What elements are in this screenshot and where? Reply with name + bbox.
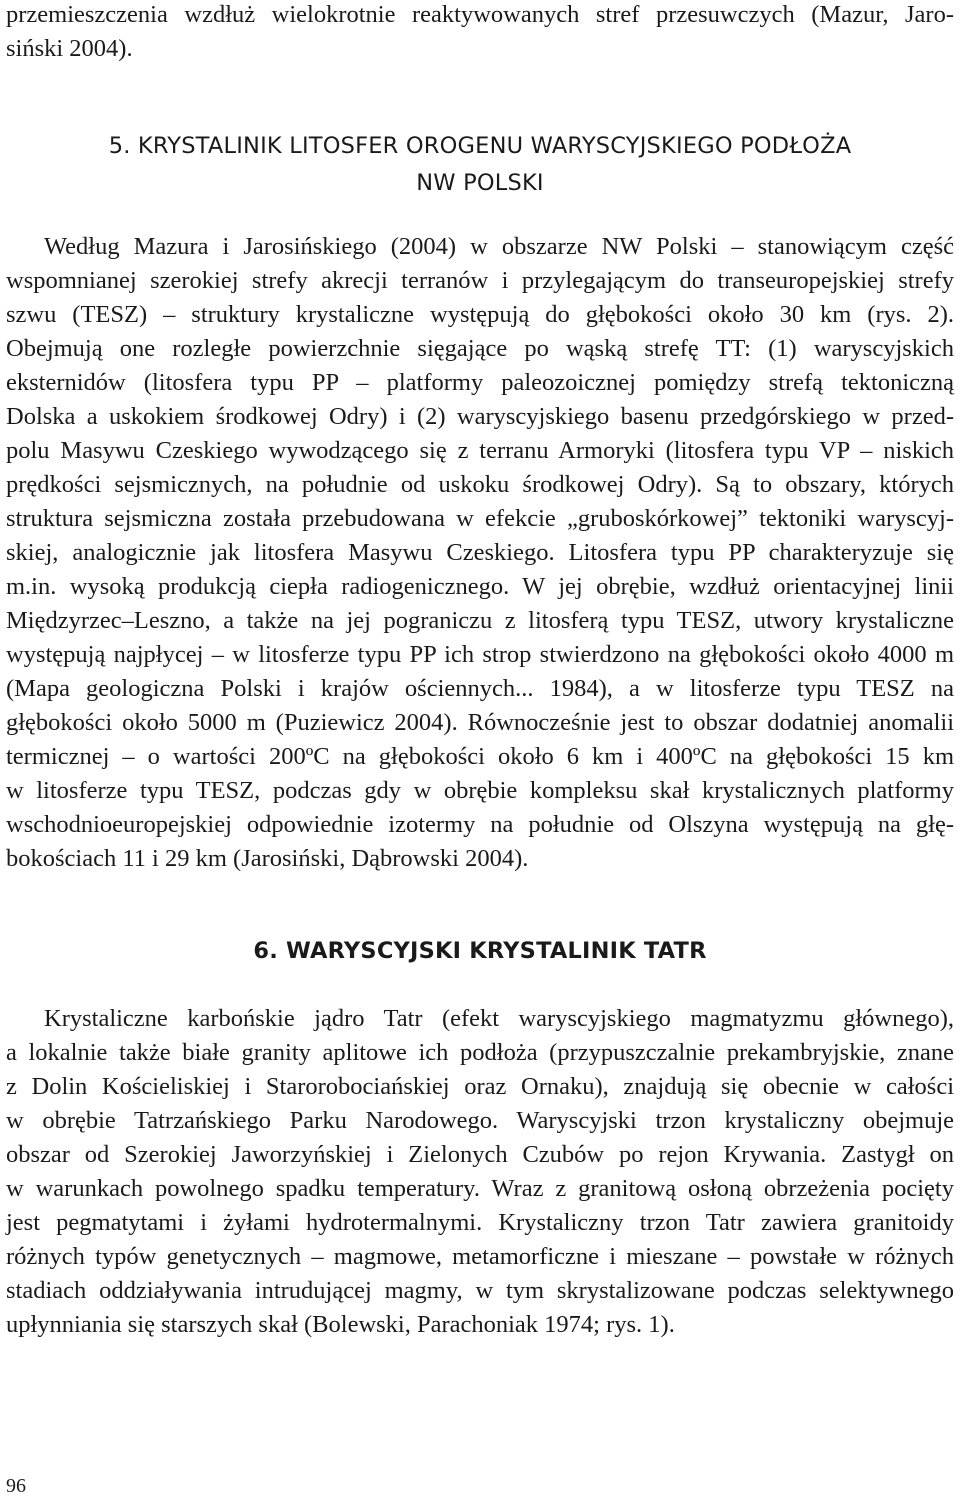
text-line: stadiach oddziaływania intrudującej magmy, w tym skrystalizowane podczas selektywnego	[6, 1277, 954, 1304]
text-line: obszar od Szerokiej Jaworzyńskiej i Zielonych Czubów po rejon Krywania. Zastygł on	[6, 1141, 954, 1168]
text-line: a lokalnie także białe granity aplitowe ich podłoża (przypuszczalnie prekambryjskie, znane	[6, 1039, 954, 1066]
text-line: bokościach 11 i 29 km (Jarosiński, Dąbrowski 2004).	[6, 845, 529, 872]
text-line: skiej, analogicznie jak litosfera Masywu Czeskiego. Litosfera typu PP charakteryzuje się	[6, 539, 954, 566]
text-line: szwu (TESZ) – struktury krystaliczne występują do głębokości około 30 km (rys. 2).	[6, 301, 954, 328]
text-line: jest pegmatytami i żyłami hydrotermalnymi. Krystaliczny trzon Tatr zawiera granitoidy	[6, 1209, 954, 1236]
text-line: struktura sejsmiczna została przebudowana w efekcie „gruboskórkowej” tektoniki waryscyj-	[6, 505, 954, 532]
text-line: (Mapa geologiczna Polski i krajów ościennych... 1984), a w litosferze typu TESZ na	[6, 675, 954, 702]
text-line: wspomnianej szerokiej strefy akrecji terranów i przylegającym do transeuropejskiej strefy	[6, 267, 954, 294]
section-heading-5-line2: NW POLSKI	[416, 170, 544, 196]
section-heading-5-line1: 5. KRYSTALINIK LITOSFER OROGENU WARYSCYJSKIEGO PODŁOŻA	[108, 133, 852, 159]
text-line: upłynniania się starszych skał (Bolewski, Parachoniak 1974; rys. 1).	[6, 1311, 675, 1338]
text-line: siński 2004).	[6, 35, 133, 62]
text-line: z Dolin Kościeliskiej i Starorobociańskiej oraz Ornaku), znajdują się obecnie w całości	[6, 1073, 954, 1100]
text-line: w obrębie Tatrzańskiego Parku Narodowego. Waryscyjski trzon krystaliczny obejmuje	[6, 1107, 954, 1134]
text-line: występują najpłycej – w litosferze typu PP ich strop stwierdzono na głębokości około 4000 m	[6, 641, 954, 668]
section-heading-6: 6. WARYSCYJSKI KRYSTALINIK TATR	[253, 938, 707, 964]
text-line: przemieszczenia wzdłuż wielokrotnie reaktywowanych stref przesuwczych (Mazur, Jaro-	[6, 1, 954, 28]
text-line: eksternidów (litosfera typu PP – platformy paleozoicznej pomiędzy strefą tektoniczną	[6, 369, 954, 396]
text-line: termicznej – o wartości 200ºC na głębokości około 6 km i 400ºC na głębokości 15 km	[6, 743, 954, 770]
text-line: Obejmują one rozległe powierzchnie sięgające po wąską strefę TT: (1) waryscyjskich	[6, 335, 954, 362]
text-line: Krystaliczne karbońskie jądro Tatr (efekt waryscyjskiego magmatyzmu głównego),	[44, 1005, 954, 1032]
text-line: Według Mazura i Jarosińskiego (2004) w obszarze NW Polski – stanowiącym część	[44, 233, 954, 260]
page-number: 96	[6, 1475, 26, 1497]
text-line: różnych typów genetycznych – magmowe, metamorficzne i mieszane – powstałe w różnych	[6, 1243, 954, 1270]
text-line: Międzyrzec–Leszno, a także na jej pograniczu z litosferą typu TESZ, utwory krystaliczne	[6, 607, 954, 634]
text-line: głębokości około 5000 m (Puziewicz 2004). Równocześnie jest to obszar dodatniej anomalii	[6, 709, 954, 736]
text-line: prędkości sejsmicznych, na południe od uskoku środkowej Odry). Są to obszary, których	[6, 471, 954, 498]
text-line: m.in. wysoką produkcją ciepła radiogenicznego. W jej obrębie, wzdłuż orientacyjnej linii	[6, 573, 954, 600]
text-line: polu Masywu Czeskiego wywodzącego się z terranu Armoryki (litosfera typu VP – niskich	[6, 437, 954, 464]
text-line: Dolska a uskokiem środkowej Odry) i (2) waryscyjskiego basenu przedgórskiego w przed-	[6, 403, 954, 430]
text-line: w litosferze typu TESZ, podczas gdy w obrębie kompleksu skał krystalicznych platformy	[6, 777, 954, 804]
text-line: wschodnioeuropejskiej odpowiednie izotermy na południe od Olszyna występują na głę-	[6, 811, 954, 838]
text-line: w warunkach powolnego spadku temperatury. Wraz z granitową osłoną obrzeżenia pocięty	[6, 1175, 954, 1202]
